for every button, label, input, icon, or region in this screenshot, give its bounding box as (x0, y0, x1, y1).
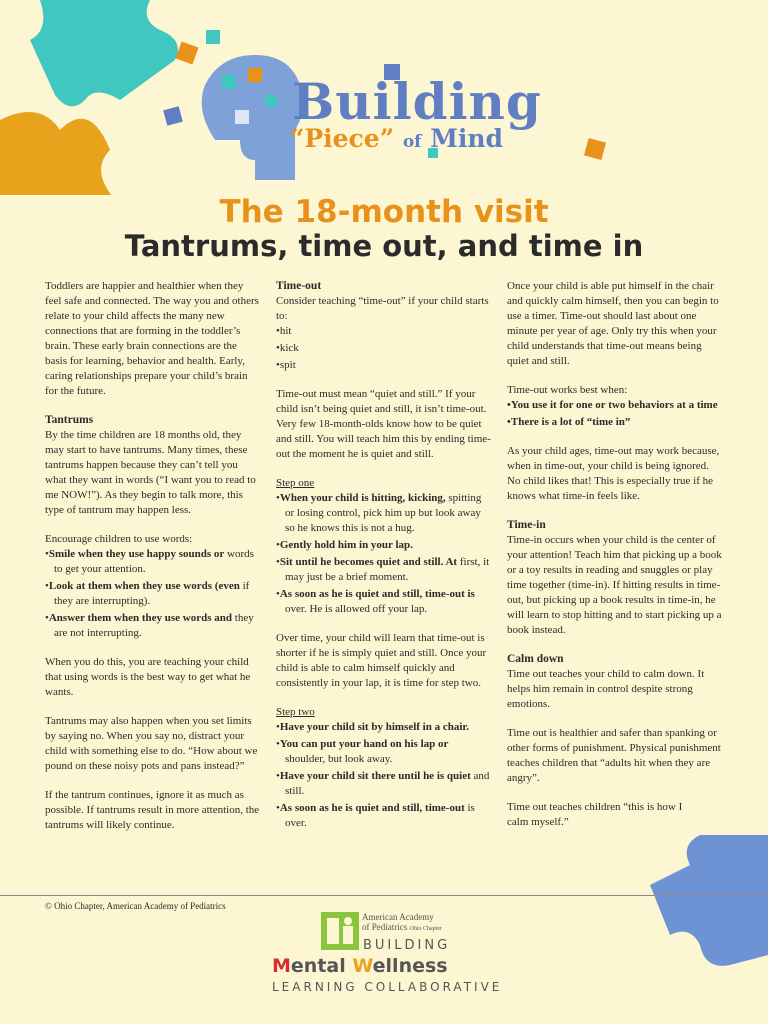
tantrums-heading: Tantrums (45, 414, 94, 426)
ages-paragraph: As your child ages, time-out may work because, when in time-out, your child is being ignored. No child likes that! This is especially true if he knows what time-in feels like. (507, 445, 720, 502)
list-item: • Look at them when they use words (even if they are interrupting). (45, 579, 260, 609)
column-3 (507, 279, 722, 844)
list-item: • Answer them when they use words and they are not interrupting. (45, 611, 260, 641)
brand-of-word: of (402, 132, 422, 152)
puzzle-piece-teal-icon (30, 0, 178, 106)
list-item: • As soon as he is quiet and still, time-out is over. He is allowed off your lap. (276, 587, 491, 617)
building-word: BUILDING (363, 938, 451, 953)
copyright-text: © Ohio Chapter, American Academy of Pediatrics (45, 901, 226, 911)
list-item: • As soon as he is quiet and still, time-out is over. (276, 801, 491, 831)
brand-piece-word: “Piece” (290, 124, 395, 153)
list-item: • You use it for one or two behaviors at a time (507, 398, 722, 413)
timeout-list (276, 324, 491, 373)
tantrums-paragraph: By the time children are 18 months old, they may start to have tantrums. Many times, these tantrums happen because they can’t tell you what they want in words (“I want you to read to me NOW!”). As they begin to talk more, this type of tantrum may happen less. (45, 429, 256, 516)
continues-paragraph: If the tantrum continues, ignore it as much as possible. If tantrums result in more attention, the tantrums will likely continue. (45, 789, 260, 831)
healthier-paragraph: Time out is healthier and safer than spanking or other forms of punishment. Physical punishment teaches children that “adults hit when they are angry”. (507, 727, 721, 784)
step-one-list (276, 491, 491, 617)
timeout-intro: Consider teaching “time-out” if your child starts to: (276, 295, 489, 322)
footer-divider (0, 895, 768, 896)
puzzle-piece-small-teal-icon (206, 30, 220, 44)
time-in-heading: Time-in (507, 519, 546, 531)
list-item: • Have your child sit there until he is quiet and still. (276, 769, 491, 799)
limits-paragraph: Tantrums may also happen when you set limits by saying no. When you say no, distract your child with something else to do. “How about we pound on these noisy pots and pans instead?” (45, 715, 258, 772)
puzzle-piece-orange-icon (0, 112, 115, 195)
intro-paragraph: Toddlers are happier and healthier when they feel safe and connected. The way you and others relate to your child affects the many new connections that are forming in the toddler’s brain. These early brain connections are the basis for learning, behavior and health. Early, caring relationships prepare your child’s brain for the future. (45, 280, 259, 397)
list-item: • hit (276, 324, 491, 339)
page-subtitle: Tantrums, time out, and time in (124, 229, 644, 263)
puzzle-piece-orange-right-icon (584, 138, 606, 160)
puzzle-piece-small-blue-icon (163, 106, 183, 126)
calm-down-paragraph: Time out teaches your child to calm down. It helps him remain in control despite strong emotions. (507, 668, 705, 710)
calm-down-heading: Calm down (507, 653, 564, 665)
time-in-paragraph: Time-in occurs when your child is the center of your attention! Teach him that picking up a book or a toy results in reading and snuggles or play time together (time-in). If hitting results in time-out, but picking up a book results in time-in, he will learn to stop hitting and to start picking up a book instead. (507, 534, 722, 636)
puzzle-piece-small-orange-icon (175, 41, 198, 64)
list-item: • Gently hold him in your lap. (276, 538, 491, 553)
page-title: The 18-month visit (219, 194, 549, 230)
list-item: • kick (276, 341, 491, 356)
over-time-paragraph: Over time, your child will learn that time-out is shorter if he is simply quiet and still. Once your child is able to calm himself quickly and consistently in your lap, it is time for step two. (276, 632, 487, 689)
brand-piece-of-mind (290, 124, 503, 153)
aap-line-1: American Academy (362, 912, 434, 922)
column-1 (45, 279, 260, 847)
encourage-label: Encourage children to use words: (45, 533, 193, 545)
list-item: • You can put your hand on his lap or shoulder, but look away. (276, 737, 491, 767)
brand-mind-word: Mind (430, 124, 504, 153)
aap-name (362, 912, 442, 934)
works-best-label: Time-out works best when: (507, 384, 628, 396)
must-mean-paragraph: Time-out must mean “quiet and still.” If your child isn’t being quiet and still, it isn’t time-out. Very few 18-month-olds know how to be quiet and still. You will teach him this by ending time-out the moment he is quiet and still. (276, 388, 491, 460)
teaching-paragraph: When you do this, you are teaching your child that using words is the best way to get what he wants. (45, 656, 251, 698)
aap-logo-icon (321, 912, 359, 950)
puzzle-piece-blue-bottom-icon (650, 835, 768, 985)
works-best-list (507, 398, 722, 430)
teaches-paragraph: Time out teaches children “this is how I calm myself.” (507, 801, 683, 828)
brand-building-word: Building (292, 72, 542, 131)
step-two-list (276, 720, 491, 831)
list-item: • Smile when they use happy sounds or words to get your attention. (45, 547, 260, 577)
list-item: • Sit until he becomes quiet and still. At first, it may just be a brief moment. (276, 555, 491, 585)
chair-paragraph: Once your child is able put himself in the chair and quickly calm himself, then you can begin to use a timer. Time-out should last about one minute per year of age. Only try this when your child understands that time-out means being quiet and still. (507, 280, 719, 367)
list-item: • When your child is hitting, kicking, spitting or losing control, pick him up but look away so he knows this is not a hug. (276, 491, 491, 536)
list-item: • There is a lot of “time in” (507, 415, 722, 430)
learning-collaborative-text: LEARNING COLLABORATIVE (272, 980, 503, 994)
mental-wellness-logo: Mental Wellness (272, 955, 448, 977)
column-2 (276, 279, 491, 845)
timeout-heading: Time-out (276, 280, 322, 292)
step-two-heading: Step two (276, 706, 315, 718)
encourage-list (45, 547, 260, 641)
list-item: • spit (276, 358, 491, 373)
step-one-heading: Step one (276, 477, 315, 489)
list-item: • Have your child sit by himself in a chair. (276, 720, 491, 735)
aap-line-2: of Pediatrics Ohio Chapter (362, 922, 442, 932)
